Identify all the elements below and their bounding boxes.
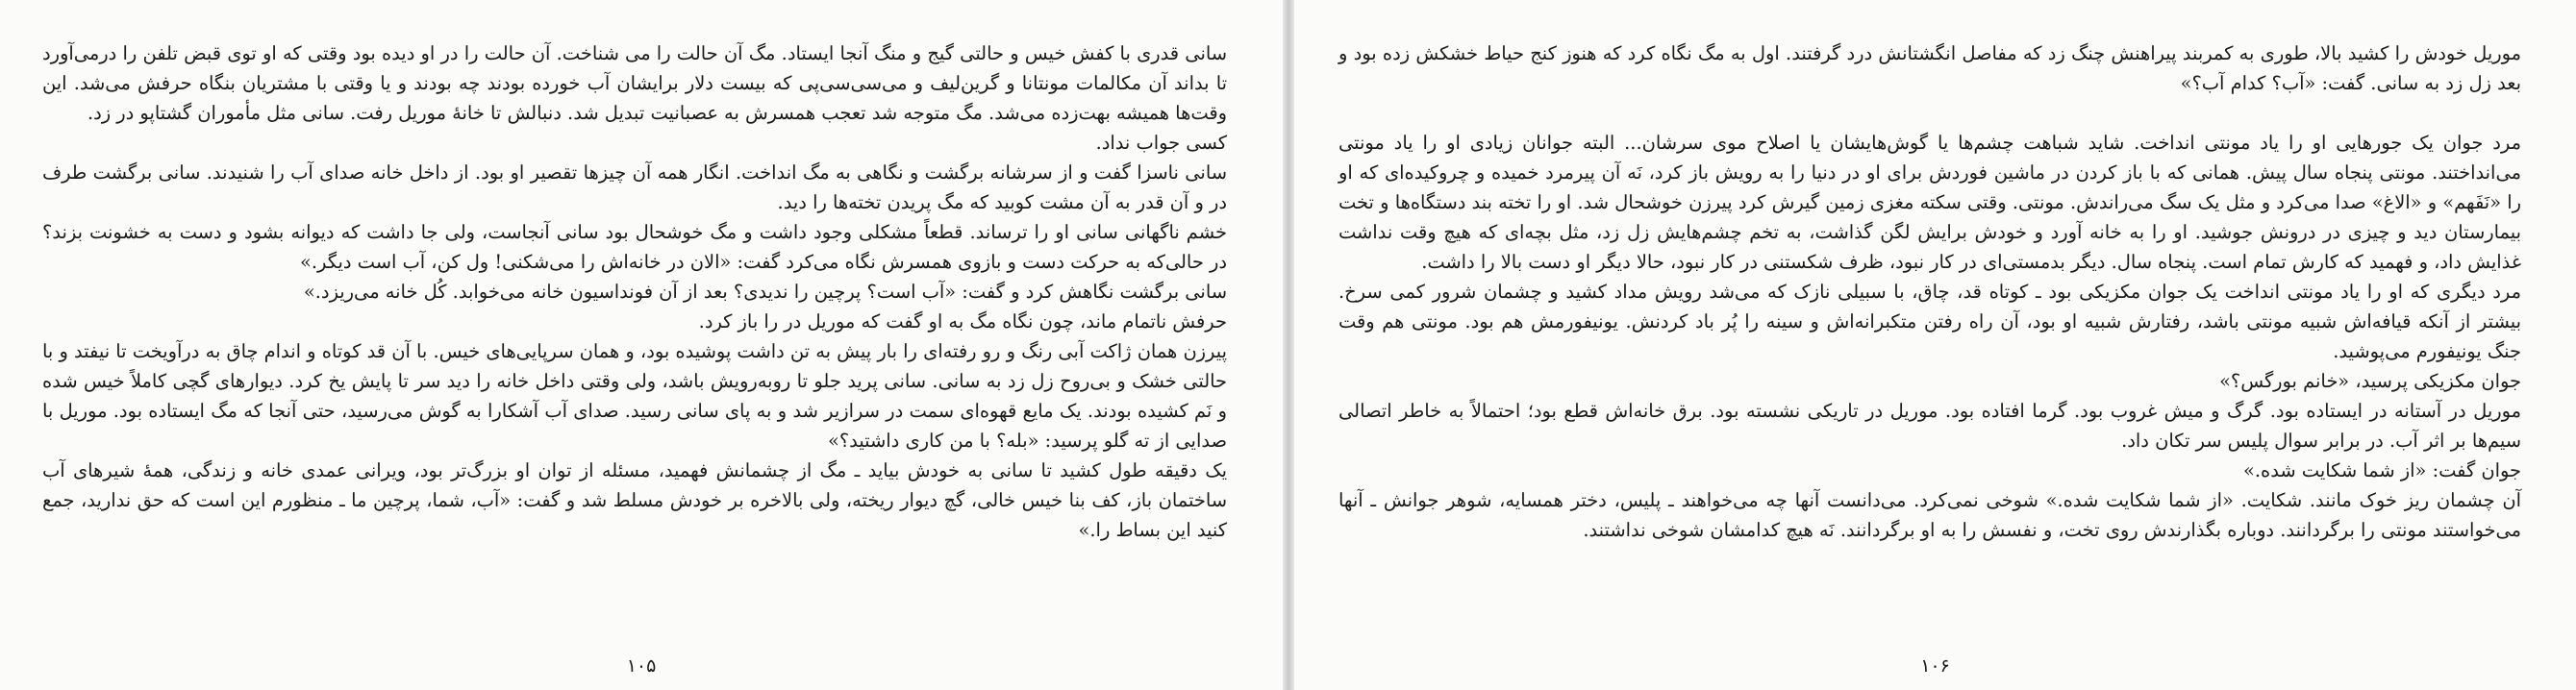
left-page — [0, 0, 1283, 690]
book-gutter — [1283, 0, 1294, 690]
paragraph: مرد دیگری که او را یاد مونتی انداخت یک جوان مکزیکی بود ـ کوتاه قد، چاق، با سبیلی نازک که می‌شد رویش مداد کشید و چشمان شرور کمی سرخ. بیشتر از آنکه قیافه‌اش شبیه مونتی باشد، رفتارش شبیه او بود، آن راه رفتن متکبرانه‌اش و سینه را پُر باد کردنش. یونیفورمش هم بود. مونتی هم وقت جنگ یونیفورم می‌پوشید. — [1338, 281, 2521, 362]
paragraph: آن چشمان ریز خوک مانند. شکایت. «از شما شکایت شده.» شوخی نمی‌کرد. می‌دانست آنها چه می‌خواهند ـ پلیس، دختر همسایه، شوهر جوانش ـ آنها می‌خواستند مونتی را برگردانند. دوباره بگذارندش روی تخت، و نفسش را به او برگردانند. نَه هیچ کدامشان شوخی نداشتند. — [1338, 489, 2521, 541]
paragraph: کسی جواب نداد. — [1095, 132, 1227, 154]
paragraph: سانی برگشت نگاهش کرد و گفت: «آب است؟ پرچین را ندیدی؟ بعد از آن فونداسیون خانه می‌خوابد. کُل خانه می‌ریزد.» — [303, 281, 1227, 303]
right-page-text — [1338, 38, 2521, 545]
paragraph: خشم ناگهانی سانی او را ترساند. قطعاً مشکلی وجود داشت و مگ خوشحال بود سانی آنجاست، ولی جا داشت که دیوانه بشود و دست به خشونت بزند؟ در حالی‌که به حرکت دست و بازوی همسرش نگاه می‌کرد گفت: «الان در خانه‌اش را می‌شکنی! ول کن، آب است دیگر.» — [42, 221, 1227, 273]
paragraph: سانی قدری با کفش خیس و حالتی گیج و منگ آنجا ایستاد. مگ آن حالت را می شناخت. آن حالت را در او دیده بود وقتی که او توی قبض تلفن را درمی‌آورد تا بداند آن مکالمات مونتانا و گرین‌لیف و می‌سی‌سی‌پی که بیست دلار برایشان آب خورده بودند چه بودند و یا وقتی با مشتریان بنگاه حرفش می‌شد. این وقت‌ها همیشه بهت‌زده می‌شد. مگ متوجه شد تعجب همسرش به عصبانیت تبدیل شد. دنبالش تا خانهٔ موریل رفت. سانی مثل مأموران گشتاپو در زد. — [42, 42, 1227, 124]
paragraph: مرد جوان یک جورهایی او را یاد مونتی انداخت. شاید شباهت چشم‌ها یا گوش‌هایشان یا اصلاح موی سرشان... البته جوانان زیادی او را یاد مونتی می‌انداختند. مونتی پنجاه سال پیش. همانی که با باز کردن در ماشین فوردش برای او در دنیا را به رویش باز کرد، نَه آن پیرمرد خمیده و چروکیده‌ای که او را «نَفَهم» و «الاغ» صدا می‌کرد و مثل یک سگ می‌راندش. مونتی. وقتی سکته مغزی زمین گیرش کرد پیرزن خوشحال شد. او را تخته بند دستگاه‌ها و تخت بیمارستان دید و چیزی در درونش جوشید. او را به خانه آورد و خودش برایش لگن گذاشت، به تخم چشم‌هایش زل زد، مثل بچه‌ای که هیچ وقت نداشت غذایش داد، و فهمید که کارش تمام است. پنجاه سال. دیگر بدمستی‌ای در کار نبود، ظرف شکستنی در کار نبود، حالا دیگر او دست بالا را داشت. — [1338, 132, 2522, 273]
right-page — [1294, 0, 2576, 690]
page-number-right: ۱۰۶ — [1920, 655, 1950, 677]
paragraph: سانی ناسزا گفت و از سرشانه برگشت و نگاهی به مگ انداخت. انگار همه آن چیزها تقصیر او بود. از داخل خانه صدای آب را شنیدند. سانی برگشت طرف در و آن قدر به آن مشت کوبید که مگ پریدن تخته‌ها را دید. — [42, 161, 1227, 213]
paragraph: موریل در آستانه در ایستاده بود. گرگ و میش غروب بود. گرما افتاده بود. موریل در تاریکی نشسته بود. برق خانه‌اش قطع بود؛ احتمالاً به خاطر اتصالی سیم‌ها بر اثر آب. در برابر سوال پلیس سر تکان داد. — [1338, 400, 2521, 452]
paragraph: موریل خودش را کشید بالا، طوری به کمربند پیراهنش چنگ زد که مفاصل انگشتانش درد گرفتند. اول به مگ نگاه کرد که هنوز کنج حیاط خشکش زده بود و بعد زل زد به سانی. گفت: «آب؟ کدام آب؟» — [1338, 42, 2521, 94]
paragraph: پیرزن همان ژاکت آبی رنگ و رو رفته‌ای را بار پیش به تن داشت پوشیده بود، و همان سرپایی‌های خیس. با آن قد کوتاه و اندام چاق به درآویخت تا نیفتد و با حالتی خشک و بی‌روح زل زد به سانی. سانی پرید جلو تا روبه‌رویش باشد، ولی وقتی داخل خانه را دید سر تا پایش یخ کرد. دیوارهای گچی کاملاً خیس شده و نَم کشیده بودند. یک مایع قهوه‌ای سمت در سرازیر شد و به پای سانی رسید. صدای آب آشکارا به گوش می‌رسید، حتی آنجا که مگ ایستاده بود. موریل با صدایی از ته گلو پرسید: «بله؟ با من کاری داشتید؟» — [42, 340, 1227, 452]
paragraph: جوان گفت: «از شما شکایت شده.» — [2243, 459, 2521, 481]
paragraph: حرفش ناتمام ماند، چون نگاه مگ به او گفت که موریل در را باز کرد. — [698, 310, 1227, 333]
left-page-text — [42, 38, 1227, 545]
paragraph: یک دقیقه طول کشید تا سانی به خودش بیاید ـ مگ از چشمانش فهمید، مسئله از توان او بزرگ‌تر بود، ویرانی عمدی خانه و زندگی، همهٔ شیرهای آب ساختمان باز، کف بنا خیس خالی، گچ دیوار ریخته، ولی بالاخره بر خودش مسلط شد و گفت: «آب، شما، پرچین ما ـ منظورم این است که حق ندارید، جمع کنید این بساط را.» — [42, 459, 1227, 541]
page-number-left: ۱۰۵ — [626, 655, 657, 677]
paragraph: جوان مکزیکی پرسید، «خانم بورگس؟» — [2219, 370, 2521, 392]
